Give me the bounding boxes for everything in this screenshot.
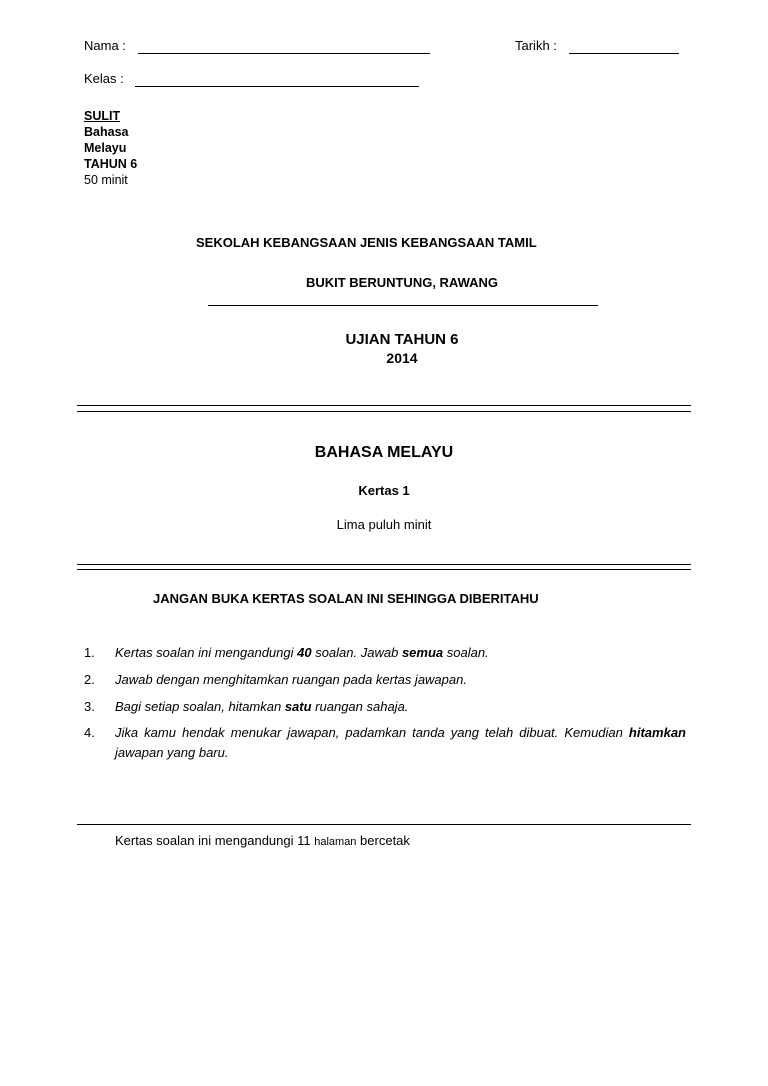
- instruction-number: 1.: [84, 645, 95, 660]
- instruction-text: Jika kamu hendak menukar jawapan, padamkan tanda yang telah dibuat. Kemudian hitamkan jawapan yang baru.: [115, 725, 686, 760]
- instruction-4: [84, 723, 686, 763]
- footer-text: Kertas soalan ini mengandungi 11 halaman bercetak: [115, 833, 410, 848]
- school-location: BUKIT BERUNTUNG, RAWANG: [305, 275, 499, 290]
- side-label-duration: 50 minit: [84, 173, 128, 187]
- instruction-1: [84, 643, 686, 663]
- instruction-number: 4.: [84, 725, 95, 740]
- exam-year: 2014: [386, 350, 418, 366]
- school-underline: [208, 305, 598, 306]
- instruction-text: Jawab dengan menghitamkan ruangan pada kertas jawapan.: [115, 672, 467, 687]
- instruction-text: Kertas soalan ini mengandungi 40 soalan. Jawab semua soalan.: [115, 645, 489, 660]
- instruction-3: [84, 697, 686, 717]
- nama-row: [84, 38, 430, 54]
- tarikh-label: Tarikh :: [515, 38, 557, 53]
- double-rule-top-a: [77, 405, 691, 406]
- kelas-blank[interactable]: [135, 86, 419, 87]
- nama-blank[interactable]: [138, 53, 430, 54]
- side-label-line1: Bahasa: [84, 125, 129, 139]
- double-rule-bottom-b: [77, 569, 691, 570]
- kelas-label: Kelas :: [84, 71, 124, 86]
- tarikh-row: [515, 38, 679, 54]
- instruction-number: 2.: [84, 672, 95, 687]
- double-rule-bottom-a: [77, 564, 691, 565]
- sulit-label: SULIT: [84, 109, 121, 123]
- paper-part: Kertas 1: [358, 483, 410, 498]
- side-label-line2: Melayu: [84, 141, 127, 155]
- footer-rule: [77, 824, 691, 825]
- instruction-text: Bagi setiap soalan, hitamkan satu ruangan sahaja.: [115, 699, 409, 714]
- exam-title: UJIAN TAHUN 6: [345, 331, 459, 348]
- tarikh-blank[interactable]: [569, 53, 679, 54]
- school-name: SEKOLAH KEBANGSAAN JENIS KEBANGSAAN TAMIL: [196, 235, 537, 250]
- paper-subject: BAHASA MELAYU: [314, 444, 454, 461]
- side-label: [84, 108, 137, 188]
- instruction-number: 3.: [84, 699, 95, 714]
- double-rule-top-b: [77, 411, 691, 412]
- kelas-row: [84, 71, 419, 87]
- side-label-line3: TAHUN 6: [84, 157, 138, 171]
- nama-label: Nama :: [84, 38, 126, 53]
- warning-text: JANGAN BUKA KERTAS SOALAN INI SEHINGGA DIBERITAHU: [153, 591, 539, 606]
- paper-duration: Lima puluh minit: [336, 517, 432, 532]
- instruction-2: [84, 670, 686, 690]
